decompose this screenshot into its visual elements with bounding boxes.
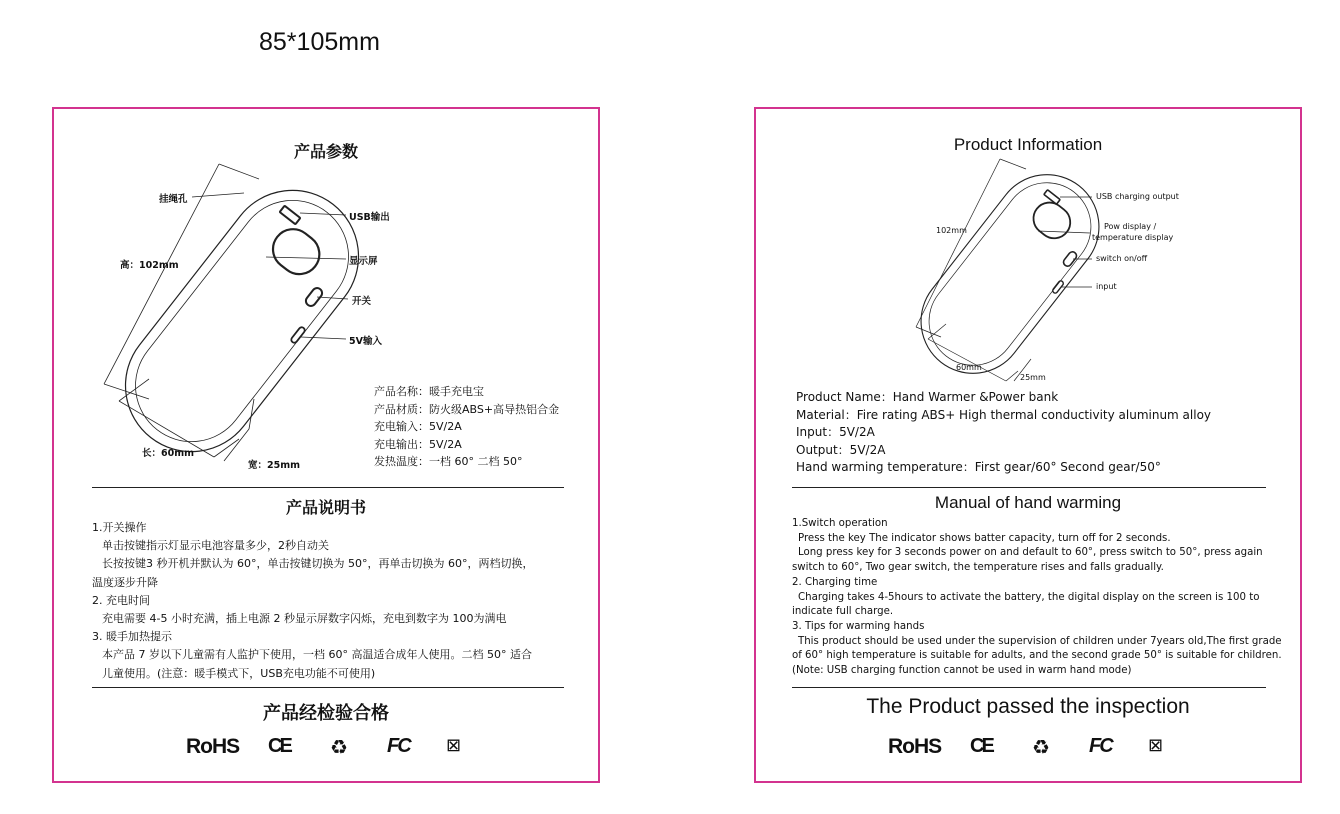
cn-device-inner-body (113, 178, 371, 464)
cn-manual-line: 温度逐步升降 (92, 575, 158, 589)
cn-spec-item: 充电输入：5V/2A (374, 420, 462, 433)
cn-manual-line: 充电需要 4-5 小时充满，插上电源 2 秒显示屏数字闪烁，充电到数字为 100为满电 (102, 612, 507, 626)
en-spec-list (796, 389, 1211, 477)
en-manual-line: (Note: USB charging function cannot be used in warm hand mode) (792, 665, 1132, 677)
en-device-diagram (756, 149, 1304, 389)
en-spec-item: Output：5V/2A (796, 442, 886, 457)
cn-device-outer-body (99, 164, 385, 479)
cn-label-width: 宽：25mm (248, 460, 301, 471)
cn-spec-item: 发热温度：一档 60° 二档 50° (374, 455, 523, 468)
cn-label-length: 长：60mm (142, 448, 195, 459)
cn-divider (92, 687, 564, 688)
recycle-icon: ♻ (330, 735, 348, 759)
cn-manual-line: 1.开关操作 (92, 521, 147, 534)
cn-product-title: 产品参数 (293, 142, 358, 161)
cn-label-switch: 开关 (352, 296, 372, 307)
en-label-display-1: Pow display / (1104, 222, 1157, 231)
rohs-logo: RoHS (888, 735, 942, 758)
en-label-width: 25mm (1020, 373, 1046, 382)
cn-label-hole: 挂绳孔 (159, 194, 188, 205)
en-cert-row (756, 735, 1300, 765)
cn-manual-line: 3. 暖手加热提示 (92, 630, 172, 644)
cn-manual-line: 单击按键指示灯显示电池容量多少，2秒自动关 (102, 539, 329, 553)
en-manual-line: switch to 60°, Two gear switch, the temperature rises and falls gradually. (792, 562, 1164, 574)
en-manual-text (792, 517, 1282, 679)
cn-manual-line: 本产品 7 岁以下儿童需有人监护下使用，一档 60° 高温适合成年人使用。二档 50° 适合 (102, 648, 532, 662)
en-label-input: input (1096, 282, 1117, 291)
cn-label-height: 高：102mm (120, 260, 179, 271)
en-manual-title: Manual of hand warming (934, 493, 1122, 512)
cn-spec-item: 产品名称：暖手充电宝 (374, 385, 484, 398)
en-manual-line: Long press key for 3 seconds power on and default to 60°, press switch to 50°, press again (798, 547, 1263, 559)
cn-spec-item: 充电输出：5V/2A (374, 437, 462, 451)
cn-cert-row (54, 735, 598, 765)
cn-inspection-passed: 产品经检验合格 (263, 703, 389, 724)
page-title: 85*105mm (259, 28, 380, 56)
cn-manual-text (92, 519, 533, 683)
cn-divider (92, 487, 564, 488)
en-label-switch: switch on/off (1096, 254, 1148, 263)
en-spec-item: Hand warming temperature：First gear/60° Second gear/50° (796, 460, 1161, 474)
en-device-display (1027, 196, 1077, 245)
en-divider (792, 487, 1266, 488)
en-spec-item: Product Name：Hand Warmer &Power bank (796, 390, 1059, 404)
en-manual-line: Charging takes 4-5hours to activate the battery, the digital display on the screen is 100 to (798, 591, 1260, 603)
en-manual-line: 1.Switch operation (792, 518, 888, 529)
en-manual-line: Press the key The indicator shows batter capacity, turn off for 2 seconds. (798, 532, 1171, 544)
weee-bin-icon: ⊠ (446, 735, 462, 756)
cn-device-display (265, 221, 327, 282)
cn-manual-line: 2. 充电时间 (92, 593, 150, 607)
english-manual-panel (754, 107, 1302, 783)
ce-logo: CE (268, 735, 290, 757)
en-label-usb-output: USB charging output (1096, 192, 1179, 201)
en-manual-line: of 60° high temperature is suitable for adults, and the second grade 50° is suitable for children. (792, 650, 1282, 662)
en-manual-line: 2. Charging time (792, 576, 878, 588)
en-label-display-2: temperature display (1092, 233, 1174, 242)
en-label-length: 60mm (956, 363, 982, 372)
recycle-icon: ♻ (1032, 735, 1050, 759)
en-device-outer-body (900, 154, 1120, 389)
en-spec-item: Input：5V/2A (796, 425, 875, 439)
rohs-logo: RoHS (186, 735, 240, 758)
cn-spec-list (374, 383, 559, 471)
en-manual-line: This product should be used under the supervision of children under 7years old,The first grade (798, 635, 1282, 647)
cn-label-display: 显示屏 (349, 256, 378, 267)
en-product-title: Product Information (953, 135, 1103, 154)
chinese-manual-panel (52, 107, 600, 783)
cn-manual-line: 儿童使用。(注意：暖手模式下，USB充电功能不可使用) (102, 666, 376, 680)
en-divider (792, 687, 1266, 688)
cn-manual-title: 产品说明书 (285, 498, 366, 517)
fc-logo: FC (387, 735, 410, 757)
cn-spec-item: 产品材质：防火级ABS+高导热铝合金 (374, 402, 560, 416)
en-device-inner-body (911, 165, 1108, 383)
fc-logo: FC (1089, 735, 1112, 757)
en-label-height: 102mm (936, 226, 967, 235)
cn-manual-line: 长按按键3 秒开机并默认为 60°，单击按键切换为 50°，再单击切换为 60°，两档切换， (102, 557, 534, 571)
cn-label-usb-output: USB输出 (349, 212, 390, 223)
en-manual-line: 3. Tips for warming hands (792, 620, 925, 632)
weee-bin-icon: ⊠ (1148, 735, 1164, 756)
en-manual-line: indicate full charge. (792, 606, 894, 618)
ce-logo: CE (970, 735, 992, 757)
en-spec-item: Material：Fire rating ABS+ High thermal conductivity aluminum alloy (796, 407, 1212, 422)
cn-label-input: 5V输入 (349, 336, 382, 347)
en-inspection-passed: The Product passed the inspection (866, 695, 1190, 718)
